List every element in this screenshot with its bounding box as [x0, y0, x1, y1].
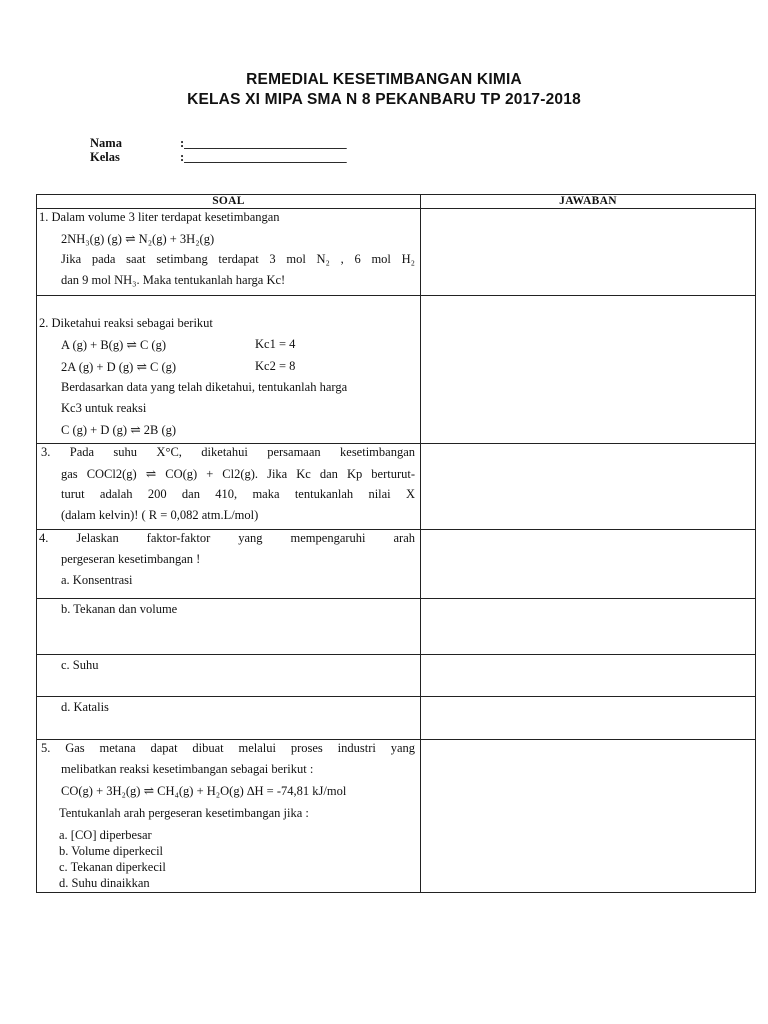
q1-line-1: 1. Dalam volume 3 liter terdapat kesetimbangan — [39, 210, 280, 224]
q3-line-1: 3. Pada suhu X°C, diketahui persamaan kesetimbangan — [41, 445, 415, 459]
q4-item-c: c. Suhu — [61, 658, 99, 672]
q3-line-2: gas COCl2(g) ⇌ CO(g) + Cl2(g). Jika Kc dan Kp berturut- — [61, 467, 415, 481]
question-row-4a — [37, 530, 756, 599]
q4-item-a: a. Konsentrasi — [61, 573, 133, 587]
jawaban-cell-4a[interactable] — [421, 530, 756, 599]
jawaban-cell-4c[interactable] — [421, 655, 756, 697]
jawaban-cell-3[interactable] — [421, 444, 756, 530]
soal-cell-4d — [37, 697, 421, 740]
q2-line-5: Kc3 untuk reaksi — [61, 401, 147, 415]
question-row-2 — [37, 296, 756, 444]
q1-line-4: dan 9 mol NH₃. Maka tentukanlah harga Kc! — [61, 273, 286, 287]
nama-field — [90, 136, 347, 151]
jawaban-cell-4b[interactable] — [421, 599, 756, 655]
kelas-blank: :__________________________ — [180, 150, 347, 164]
q2-kc1: Kc1 = 4 — [255, 337, 296, 351]
question-row-1 — [37, 209, 756, 296]
q3-line-3: turut adalah 200 dan 410, maka tentukanlah nilai X — [61, 487, 415, 501]
soal-cell-4a — [37, 530, 421, 599]
q4-item-b: b. Tekanan dan volume — [61, 602, 178, 616]
table-header-row — [37, 195, 756, 209]
document-subtitle: KELAS XI MIPA SMA N 8 PEKANBARU TP 2017-2018 — [187, 91, 581, 108]
q4-item-d: d. Katalis — [61, 700, 109, 714]
q1-reaction: 2NH₃(g) (g) ⇌ N₂(g) + 3H₂(g) — [61, 232, 215, 246]
kelas-field — [90, 150, 347, 165]
jawaban-header: JAWABAN — [421, 195, 756, 209]
q5-item-a: a. [CO] diperbesar — [59, 828, 152, 842]
q2-target-reaction: C (g) + D (g) ⇌ 2B (g) — [61, 423, 177, 437]
q5-reaction: CO(g) + 3H₂(g) ⇌ CH₄(g) + H₂O(g) ∆H = -74,81 kJ/mol — [61, 784, 347, 798]
q4-line-1: 4. Jelaskan faktor-faktor yang mempengaruhi arah — [39, 531, 415, 545]
q5-line-4: Tentukanlah arah pergeseran kesetimbangan jika : — [59, 806, 309, 820]
soal-cell-5 — [37, 740, 421, 893]
q2-reaction-2: 2A (g) + D (g) ⇌ C (g) — [61, 360, 177, 374]
soal-cell-4b — [37, 599, 421, 655]
jawaban-cell-2[interactable] — [421, 296, 756, 444]
question-table — [36, 194, 756, 893]
jawaban-cell-4d[interactable] — [421, 697, 756, 740]
q5-item-b: b. Volume diperkecil — [59, 844, 164, 858]
nama-blank: :__________________________ — [180, 136, 347, 150]
soal-cell-4c — [37, 655, 421, 697]
q2-kc2: Kc2 = 8 — [255, 359, 296, 373]
soal-cell-2 — [37, 296, 421, 444]
question-row-4d — [37, 697, 756, 740]
q5-line-1: 5. Gas metana dapat dibuat melalui proses industri yang — [41, 741, 415, 755]
jawaban-cell-1[interactable] — [421, 209, 756, 296]
document-title: REMEDIAL KESETIMBANGAN KIMIA — [246, 71, 522, 88]
question-row-3 — [37, 444, 756, 530]
q3-line-4: (dalam kelvin)! ( R = 0,082 atm.L/mol) — [61, 508, 259, 522]
q4-line-2: pergeseran kesetimbangan ! — [61, 552, 201, 566]
q5-item-d: d. Suhu dinaikkan — [59, 876, 150, 890]
question-row-5 — [37, 740, 756, 893]
question-row-4b — [37, 599, 756, 655]
soal-cell-1 — [37, 209, 421, 296]
nama-label: Nama — [90, 136, 122, 150]
q2-reaction-1: A (g) + B(g) ⇌ C (g) — [61, 338, 167, 352]
jawaban-cell-5[interactable] — [421, 740, 756, 893]
q5-item-c: c. Tekanan diperkecil — [59, 860, 166, 874]
soal-cell-3 — [37, 444, 421, 530]
q2-line-4: Berdasarkan data yang telah diketahui, tentukanlah harga — [61, 380, 348, 394]
question-row-4c — [37, 655, 756, 697]
q5-line-2: melibatkan reaksi kesetimbangan sebagai berikut : — [61, 762, 314, 776]
q2-line-1: 2. Diketahui reaksi sebagai berikut — [39, 316, 213, 330]
soal-header: SOAL — [37, 195, 421, 209]
kelas-label: Kelas — [90, 150, 120, 164]
q1-line-3: Jika pada saat setimbang terdapat 3 mol N₂ , 6 mol H₂ — [61, 252, 415, 266]
